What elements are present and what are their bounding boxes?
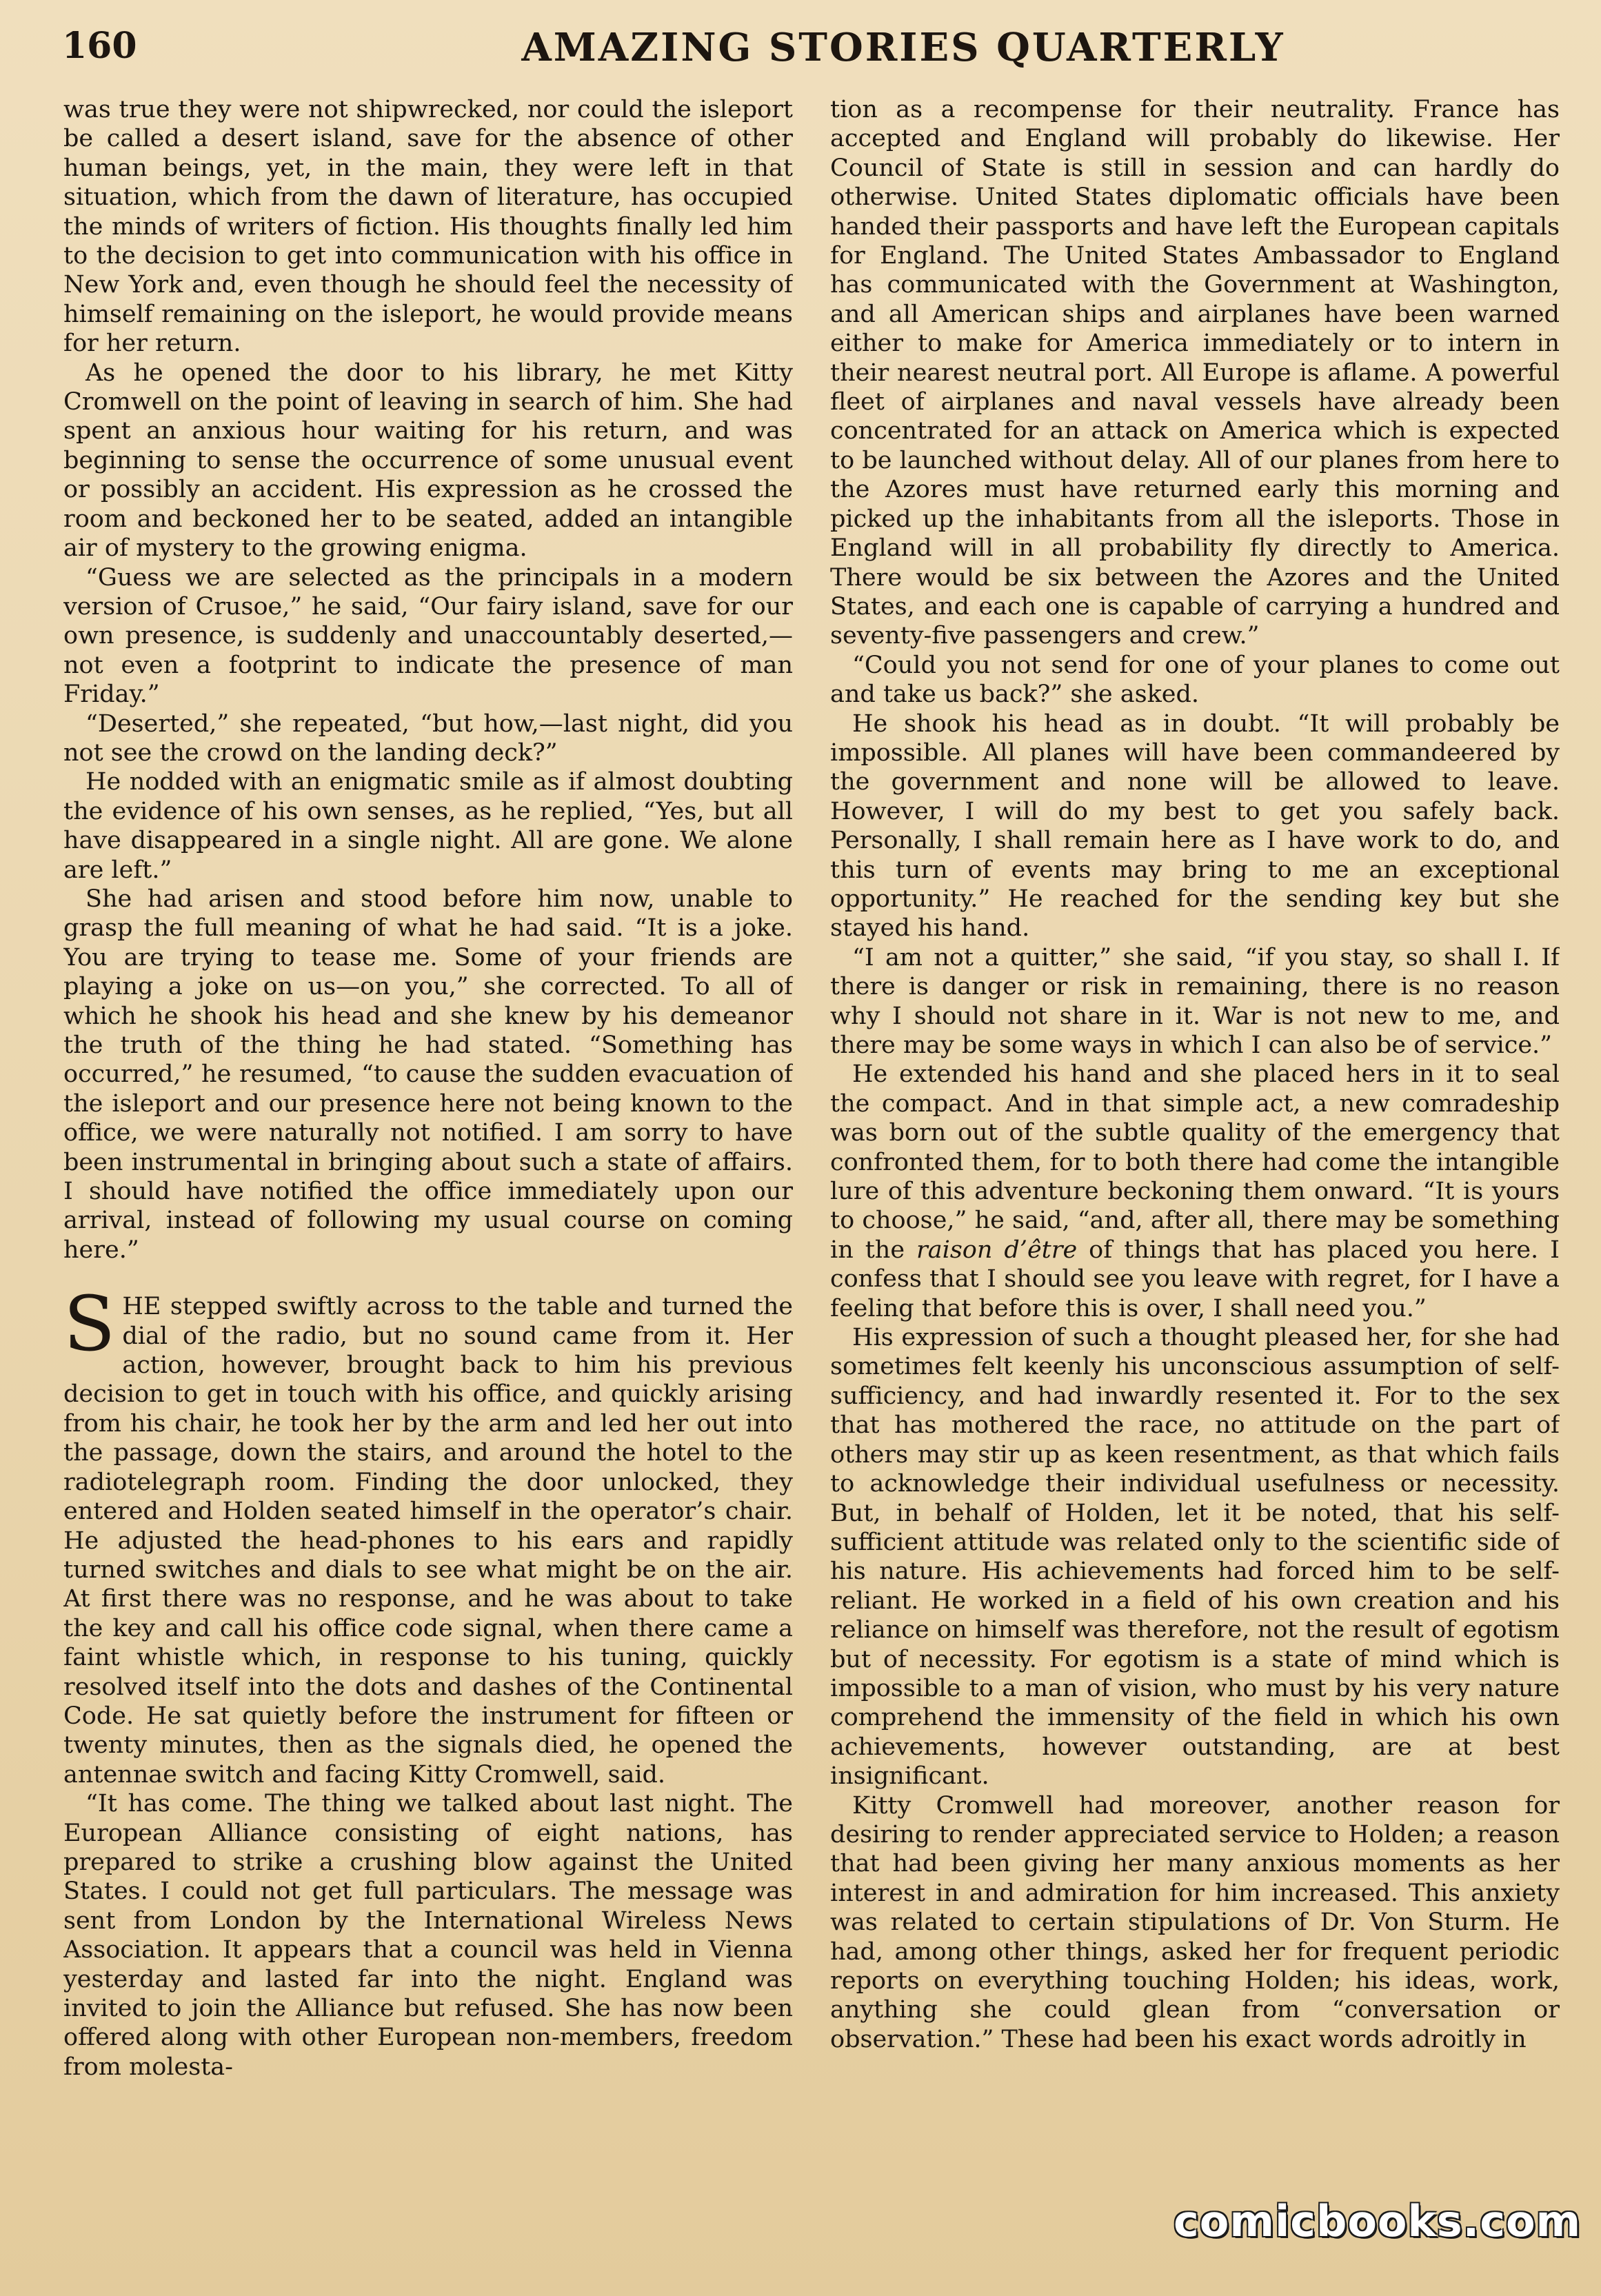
left-column xyxy=(63,95,793,2219)
paragraph: He shook his head as in doubt. “It will probably be impossible. All planes will have been commandeered by the government and none will be allowed to leave. However, I will do my best to get you safely back. Personally, I shall remain here as I have work to do, and this turn of events may bring to me an exceptional opportunity.” He reached for the sending key but she stayed his hand. xyxy=(830,709,1560,943)
paragraph: “Guess we are selected as the principals in a modern version of Crusoe,” he said, “Our fairy island, save for our own presence, is suddenly and unaccountably deserted,—not even a footprint to indicate the presence of man Friday.” xyxy=(63,563,793,709)
paragraph xyxy=(830,1060,1560,1323)
paragraph-text: He extended his hand and she placed hers in it to seal the compact. And in that simple act, a new comradeship was born out of the subtle quality of the emergency that confronted them, for to both there had come the intangible lure of this adventure beckoning them onward. “It is yours to choose,” he said, “and, after all, there may be something in the xyxy=(830,1060,1560,1264)
italic-phrase: raison d’être xyxy=(916,1236,1078,1264)
watermark xyxy=(1174,2196,1582,2258)
paragraph: Kitty Cromwell had moreover, another reason for desiring to render appreciated service to Holden; a reason that had been giving her many anxious moments as her interest in and admiration for him increased. This anxiety was related to certain stipulations of Dr. Von Sturm. He had, among other things, asked her for frequent periodic reports on everything touching Holden; his ideas, work, anything she could glean from “conversation or observation.” These had been his exact words adroitly in xyxy=(830,1791,1560,2053)
paragraph: tion as a recompense for their neutrality. France has accepted and England will probably do likewise. Her Council of State is still in session and can hardly do otherwise. United States diplomatic officials have been handed their passports and have left the European capitals for England. The United States Ambassador to England has communicated with the Government at Washington, and all American ships and airplanes have been warned either to make for America immediately or to intern in their nearest neutral port. All Europe is aflame. A powerful fleet of airplanes and naval vessels have already been concentrated for an attack on America which is expected to be launched without delay. All of our planes from here to the Azores must have returned early this morning and picked up the inhabitants from all the isleports. Those in England will in all probability fly directly to America. There would be six between the Azores and the United States, and each one is capable of carrying a hundred and seventy-five passengers and crew.” xyxy=(830,96,1560,650)
drop-cap: S xyxy=(63,1280,116,1369)
paragraph-with-dropcap xyxy=(63,1280,793,1789)
page-number: 160 xyxy=(62,25,137,67)
right-column xyxy=(830,95,1560,2219)
paragraph: He nodded with an enigmatic smile as if almost doubting the evidence of his own senses, as he replied, “Yes, but all have disappeared in a single night. All are gone. We alone are left.” xyxy=(63,768,793,884)
paragraph: As he opened the door to his library, he met Kitty Cromwell on the point of leaving in search of him. She had spent an anxious hour waiting for his return, and was beginning to sense the occurrence of some unusual event or possibly an accident. His expression as he crossed the room and beckoned her to be seated, added an intangible air of mystery to the growing enigma. xyxy=(63,359,793,563)
paragraph: His expression of such a thought pleased her, for she had sometimes felt keenly his unconscious assumption of self-sufficiency, and had inwardly resented it. For to the sex that has mothered the race, no attitude on the part of others may stir up as keen resentment, as that which fails to acknowledge their individual usefulness or necessity. But, in behalf of Holden, let it be noted, that his self-sufficient attitude was related only to the scientific side of his nature. His achievements had forced him to be self-reliant. He worked in a field of his own creation and his reliance on himself was therefore, not the result of egotism but of necessity. For egotism is a state of mind which is impossible to a man of vision, who must by his very nature comprehend the immensity of the field in which his own achievements, however outstanding, are at best insignificant. xyxy=(830,1324,1560,1791)
paragraph-text: HE stepped swiftly across to the table and turned the dial of the radio, but no sound came from it. Her action, however, brought back to him his previous decision to get in touch with his office, and quickly arising from his chair, he took her by the arm and led her out into the passage, down the stairs, and around the hotel to the radiotelegraph room. Finding the door unlocked, they entered and Holden seated himself in the operator’s chair. He adjusted the head-phones to his ears and rapidly turned switches and dials to see what might be on the air. At first there was no response, and he was about to take the key and call his office code signal, when there came a faint whistle which, in response to his tuning, quickly resolved itself into the dots and dashes of the Continental Code. He sat quietly before the instrument for fifteen or twenty minutes, then as the signals died, he opened the antennae switch and facing Kitty Cromwell, said. xyxy=(63,1293,793,1789)
section-break xyxy=(63,1265,793,1292)
running-head: AMAZING STORIES QUARTERLY xyxy=(521,25,1285,70)
paragraph: “Deserted,” she repeated, “but how,—last night, did you not see the crowd on the landing deck?” xyxy=(63,709,793,767)
paragraph: “It has come. The thing we talked about last night. The European Alliance consisting of eight nations, has prepared to strike a crushing blow against the United States. I could not get full particulars. The message was sent from London by the International Wireless News Association. It appears that a council was held in Vienna yesterday and lasted far into the night. England was invited to join the Alliance but refused. She has now been offered along with other European non-members, freedom from molesta- xyxy=(63,1790,793,2081)
paragraph: was true they were not shipwrecked, nor could the isleport be called a desert island, save for the absence of other human beings, yet, in the main, they were left in that situation, which from the dawn of literature, has occupied the minds of writers of fiction. His thoughts finally led him to the decision to get into communication with his office in New York and, even though he should feel the necessity of himself remaining on the isleport, he would provide means for her return. xyxy=(63,96,793,358)
paragraph: She had arisen and stood before him now, unable to grasp the full meaning of what he had said. “It is a joke. You are trying to tease me. Some of your friends are playing a joke on us—on you,” she corrected. To all of which he shook his head and she knew by his demeanor the truth of the thing he had stated. “Something has occurred,” he resumed, “to cause the sudden evacuation of the isleport and our presence here not being known to the office, we were naturally not notified. I am sorry to have been instrumental in bringing about such a state of affairs. I should have notified the office immediately upon our arrival, instead of following my usual course on coming here.” xyxy=(63,885,793,1264)
paragraph-text: of things that has placed you here. I confess that I should see you leave with regret, for I have a feeling that before this is over, I shall need you.” xyxy=(830,1236,1560,1322)
page-header xyxy=(62,21,1551,83)
paragraph: “Could you not send for one of your planes to come out and take us back?” she asked. xyxy=(830,651,1560,709)
paragraph: “I am not a quitter,” she said, “if you stay, so shall I. If there is danger or risk in remaining, there is no reason why I should not share in it. War is not new to me, and there may be some ways in which I can also be of service.” xyxy=(830,943,1560,1059)
watermark-text: comicbooks.com xyxy=(1174,2196,1582,2246)
